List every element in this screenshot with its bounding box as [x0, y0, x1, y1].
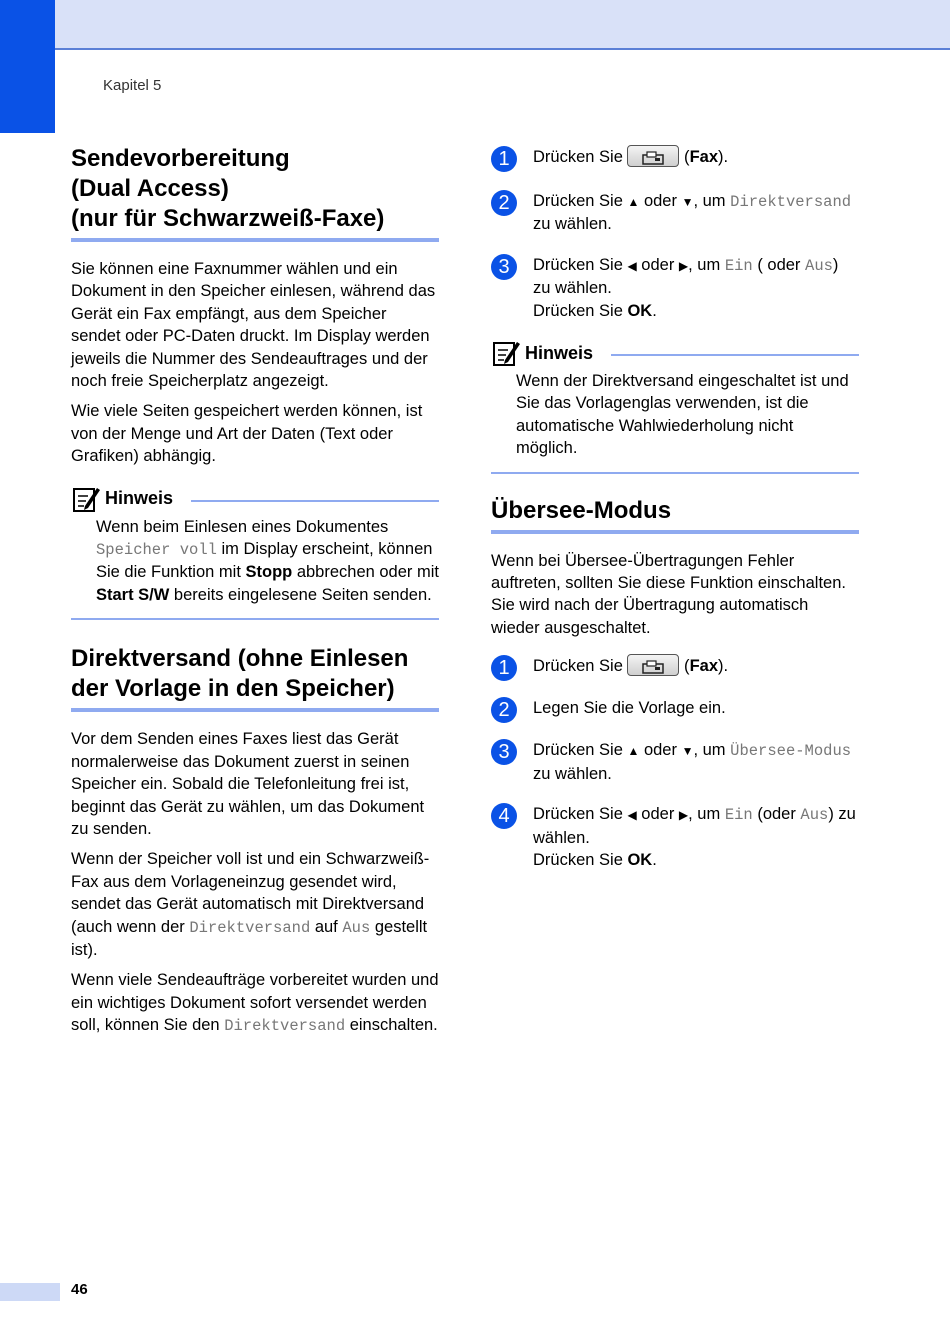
arrow-right-icon: ▶ [678, 808, 689, 823]
arrow-up-icon: ▲ [627, 744, 640, 759]
arrow-down-icon: ▼ [681, 195, 694, 209]
note-rule [611, 354, 859, 356]
section-heading-direktversand: Direktversand (ohne Einlesen der Vorlage in den Speicher) [71, 644, 439, 712]
paragraph: Sie können eine Faxnummer wählen und ein Dokument in den Speicher einlesen, während das Gerät ein Fax empfängt, aus dem Speicher sendet oder PC-Daten druckt. Im Display werden jeweils die Nummer des Sendeauftrages und der noch freie Speicherplatz angezeigt. [71, 260, 436, 391]
header-band [0, 0, 950, 50]
note-pencil-icon [491, 338, 521, 368]
step-item: 3 Drücken Sie ▲ oder ▼, um Übersee-Modus zu wählen. [491, 739, 859, 785]
footer-bar [0, 1283, 60, 1301]
note-title: Hinweis [525, 342, 594, 363]
chapter-tab [0, 0, 55, 133]
paragraph: Wenn bei Übersee-Übertragungen Fehler auftreten, sollten Sie diese Funktion einschalten. Sie wird nach der Übertragung automatisch wieder ausgeschaltet. [491, 551, 846, 637]
step-item: 2 Drücken Sie ▲ oder ▼, um Direktversand zu wählen. [491, 190, 859, 236]
arrow-up-icon: ▲ [627, 195, 640, 209]
step-number: 4 [491, 803, 517, 829]
step-item: 4 Drücken Sie ◀ oder ▶, um Ein (oder Aus) zu wählen. Drücken Sie OK. [491, 803, 859, 871]
fax-button-icon [627, 654, 679, 676]
fax-button-icon [627, 145, 679, 167]
arrow-left-icon: ◀ [627, 258, 637, 273]
note-box [491, 336, 859, 460]
step-number: 1 [491, 146, 517, 172]
paragraph: Wenn viele Sendeaufträge vorbereitet wurden und ein wichtiges Dokument sofort versendet werden soll, können Sie den Direktversand einschalten. [71, 971, 439, 1036]
step-number: 2 [491, 190, 517, 216]
note-box [71, 482, 439, 607]
arrow-right-icon: ▶ [678, 258, 689, 273]
divider [71, 618, 439, 620]
step-item: 3 Drücken Sie ◀ oder ▶, um Ein ( oder Aus) zu wählen. Drücken Sie OK. [491, 254, 859, 322]
step-number: 2 [491, 697, 517, 723]
note-text: Wenn beim Einlesen eines Dokumentes Speicher voll im Display erscheint, können Sie die Funktion mit Stopp abbrechen oder mit Start S/W bereits eingelesene Seiten senden. [96, 517, 439, 604]
section-heading-uebersee: Übersee-Modus [491, 496, 859, 534]
note-title: Hinweis [105, 488, 174, 509]
paragraph: Wenn der Speicher voll ist und ein Schwarzweiß-Fax aus dem Vorlageneinzug gesendet wird, sendet das Gerät automatisch mit Direktversand (auch wenn der Direktversand auf Aus gestellt ist). [71, 850, 430, 959]
arrow-down-icon: ▼ [681, 744, 694, 759]
step-number: 1 [491, 655, 517, 681]
note-rule [191, 500, 439, 502]
step-item: 1 Drücken Sie (Fax). [491, 146, 859, 172]
step-number: 3 [491, 739, 517, 765]
note-pencil-icon [71, 484, 101, 514]
paragraph: Wie viele Seiten gespeichert werden können, ist von der Menge und Art der Daten (Text oder Grafiken) abhängig. [71, 402, 423, 466]
left-column [71, 144, 439, 1038]
page-number: 46 [71, 1281, 88, 1298]
arrow-left-icon: ◀ [627, 808, 637, 823]
step-item: 2 Legen Sie die Vorlage ein. [491, 697, 859, 723]
right-column [491, 146, 859, 871]
paragraph: Vor dem Senden eines Faxes liest das Gerät normalerweise das Dokument zuerst in seinen Speicher ein. Sobald die Telefonleitung frei ist, beginnt das Gerät zu wählen, um das Dokument zu senden. [71, 730, 425, 838]
section-heading-dual-access: Sendevorbereitung (Dual Access) (nur für Schwarzweiß-Faxe) [71, 144, 439, 242]
step-number: 3 [491, 254, 517, 280]
step-item: 1 Drücken Sie (Fax). [491, 655, 859, 681]
divider [491, 472, 859, 474]
chapter-label: Kapitel 5 [103, 77, 162, 94]
note-text: Wenn der Direktversand eingeschaltet ist und Sie das Vorlagenglas verwenden, ist die automatische Wahlwiederholung nicht möglich. [516, 372, 849, 458]
